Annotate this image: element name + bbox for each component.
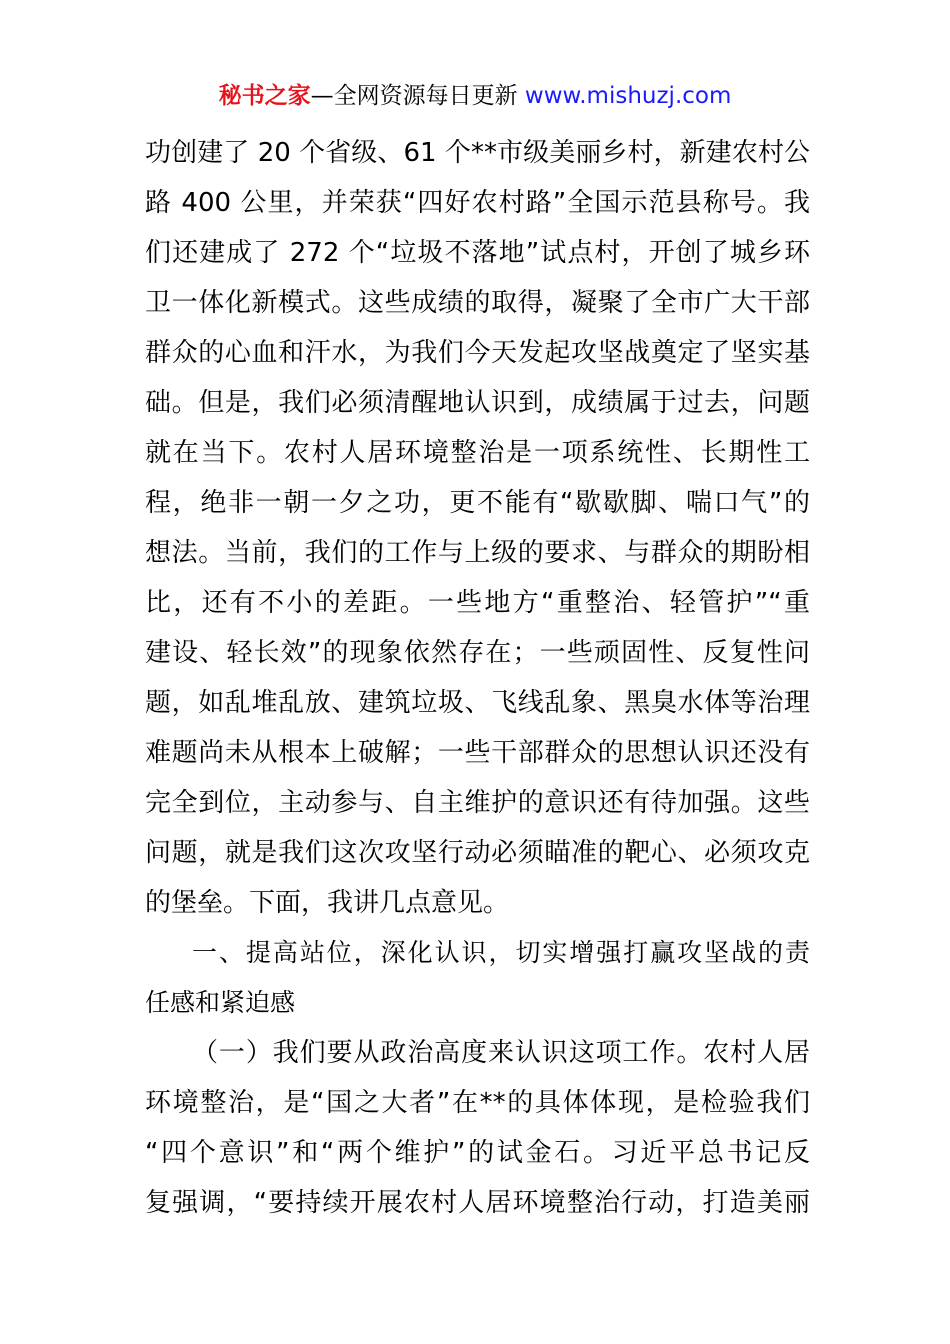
section-heading: 一、提高站位，深化认识，切实增强打赢攻坚战的责 bbox=[192, 938, 810, 967]
section-heading: 任感和紧迫感 bbox=[145, 988, 296, 1017]
text-line: 路 400 公里，并荣获“四好农村路”全国示范县称号。我 bbox=[145, 188, 810, 218]
text-line: 卫一体化新模式。这些成绩的取得，凝聚了全市广大干部 bbox=[145, 288, 810, 318]
site-url[interactable]: www.mishuzj.com bbox=[524, 83, 732, 109]
text-line: 就在当下。农村人居环境整治是一项系统性、长期性工 bbox=[145, 438, 810, 468]
text-line: 建设、轻长效”的现象依然存在；一些顽固性、反复性问 bbox=[145, 638, 810, 668]
text-line: 难题尚未从根本上破解；一些干部群众的思想认识还没有 bbox=[145, 738, 810, 768]
text-line: “四个意识”和“两个维护”的试金石。习近平总书记反 bbox=[145, 1138, 810, 1168]
text-line: 复强调，“要持续开展农村人居环境整治行动，打造美丽 bbox=[145, 1188, 810, 1218]
text-line: 问题，就是我们这次攻坚行动必须瞄准的靶心、必须攻克 bbox=[145, 838, 810, 868]
text-line: 比，还有不小的差距。一些地方“重整治、轻管护”“重 bbox=[145, 588, 810, 618]
text-line: 的堡垒。下面，我讲几点意见。 bbox=[145, 888, 510, 918]
text-line: 功创建了 20 个省级、61 个**市级美丽乡村，新建农村公 bbox=[145, 138, 810, 168]
text-line: （一）我们要从政治高度来认识这项工作。农村人居 bbox=[192, 1038, 810, 1068]
brand-name: 秘书之家 bbox=[218, 83, 311, 109]
text-line: 环境整治，是“国之大者”在**的具体体现，是检验我们 bbox=[145, 1088, 810, 1118]
text-line: 完全到位，主动参与、自主维护的意识还有待加强。这些 bbox=[145, 788, 810, 818]
header-tagline: —全网资源每日更新 bbox=[310, 83, 525, 109]
text-line: 想法。当前，我们的工作与上级的要求、与群众的期盼相 bbox=[145, 538, 810, 568]
text-line: 程，绝非一朝一夕之功，更不能有“歇歇脚、喘口气”的 bbox=[145, 488, 810, 518]
text-line: 础。但是，我们必须清醒地认识到，成绩属于过去，问题 bbox=[145, 388, 810, 418]
text-line: 群众的心血和汗水，为我们今天发起攻坚战奠定了坚实基 bbox=[145, 338, 810, 368]
text-line: 们还建成了 272 个“垃圾不落地”试点村，开创了城乡环 bbox=[145, 238, 810, 268]
text-line: 题，如乱堆乱放、建筑垃圾、飞线乱象、黑臭水体等治理 bbox=[145, 688, 810, 718]
page-header bbox=[0, 80, 950, 112]
document-body bbox=[145, 128, 810, 1228]
